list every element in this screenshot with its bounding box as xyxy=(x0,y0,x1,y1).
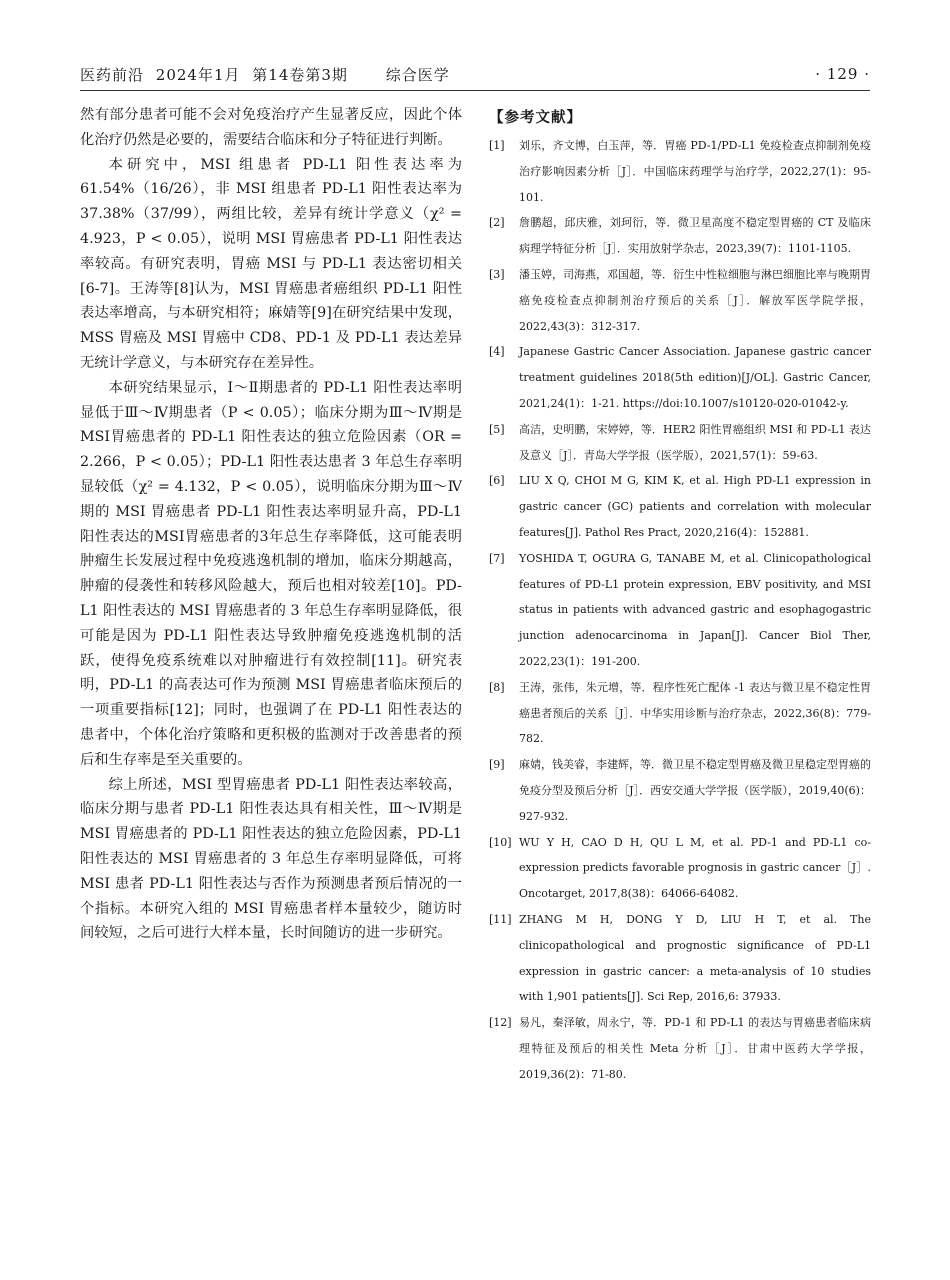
references-heading: 【参考文献】 xyxy=(489,110,582,126)
reference-number: [3] xyxy=(489,267,505,281)
reference-item xyxy=(489,339,871,416)
reference-number: [2] xyxy=(489,216,505,230)
reference-item xyxy=(489,210,871,262)
reference-number: [9] xyxy=(489,758,505,772)
running-header xyxy=(80,62,870,86)
body-paragraph: 本研究中，MSI 组患者 PD-L1 阳性表达率为 61.54%（16/26），非 MSI 组患者 PD-L1 阳性表达率为 37.38%（37/99），两组比较，差异有统计学意义（χ² = 4.923，P < 0.05），说明 MSI 胃癌患者 PD-L1 阳性表达率较高。有研究表明，胃癌 MSI 与 PD-L1 表达密切相关[6-7]。王涛等[8]认为，MSI 胃癌患者癌组织 PD-L1 阳性表达率增高，与本研究相符；麻婧等[9]在研究结果中发现，MSS 胃癌及 MSI 胃癌中 CD8、PD-1 及 PD-L1 表达差异无统计学意义，与本研究存在差异性。 xyxy=(80,156,462,371)
reference-item xyxy=(489,907,871,1010)
journal-name: 医药前沿 xyxy=(80,65,145,84)
reference-text: 高洁，史明鹏，宋婷婷，等．HER2 阳性胃癌组织 MSI 和 PD-L1 表达及意义［J］．青岛大学学报（医学版），2021,57(1)：59-63. xyxy=(519,422,871,462)
body-paragraph: 综上所述，MSI 型胃癌患者 PD-L1 阳性表达率较高，临床分期与患者 PD-L1 阳性表达具有相关性，Ⅲ～Ⅳ期是 MSI 胃癌患者的 PD-L1 阳性表达的独立危险因素，PD-L1 阳性表达的 MSI 胃癌患者的 3 年总生存率明显降低，可将 MSI 患者 PD-L1 阳性表达与否作为预测患者预后情况的一个指标。本研究入组的 MSI 胃癌患者样本量较少，随访时间较短，之后可进行大样本量，长时间随访的进一步研究。 xyxy=(80,776,462,942)
section-name: 综合医学 xyxy=(385,65,450,84)
reference-number: [8] xyxy=(489,680,505,694)
reference-text: WU Y H, CAO D H, QU L M, et al. PD-1 and PD-L1 co-expression predicts favorable prognosis in gastric cancer［J］. Oncotarget, 2017,8(38)：64066-64082. xyxy=(519,835,871,901)
reference-number: [6] xyxy=(489,474,505,488)
reference-item xyxy=(489,675,871,752)
reference-item xyxy=(489,752,871,829)
reference-number: [12] xyxy=(489,1016,512,1030)
reference-text: 潘玉婷，司海燕，邓国超，等．衍生中性粒细胞与淋巴细胞比率与晚期胃癌免疫检查点抑制剂治疗预后的关系［J］．解放军医学院学报，2022,43(3)：312-317. xyxy=(519,267,871,333)
reference-text: ZHANG M H, DONG Y D, LIU H T, et al. The clinicopathological and prognostic significance of PD-L1 expression in gastric cancer: a meta-analysis of 10 studies with 1,901 patients[J]. Sci Rep, 2016,6: 37933. xyxy=(519,912,871,1004)
reference-item xyxy=(489,133,871,210)
reference-item xyxy=(489,468,871,545)
reference-number: [10] xyxy=(489,835,512,849)
body-paragraph: 然有部分患者可能不会对免疫治疗产生显著反应，因此个体化治疗仍然是必要的，需要结合临床和分子特征进行判断。 xyxy=(80,107,462,148)
reference-text: Japanese Gastric Cancer Association. Japanese gastric cancer treatment guidelines 2018(5th edition)[J/OL]. Gastric Cancer, 2021,24(1)：1-21. https://doi:10.1007/s10120-020-01042-y. xyxy=(519,345,871,410)
reference-item xyxy=(489,546,871,675)
header-rule xyxy=(80,90,870,91)
reference-number: [7] xyxy=(489,551,505,565)
reference-number: [5] xyxy=(489,422,505,436)
reference-item xyxy=(489,417,871,469)
reference-text: 麻婧，钱美睿，李建辉，等．微卫星不稳定型胃癌及微卫星稳定型胃癌的免疫分型及预后分析［J］．西安交通大学学报（医学版），2019,40(6)：927-932. xyxy=(519,758,871,823)
reference-item xyxy=(489,262,871,339)
reference-text: 詹鹏超，邱庆雅，刘珂衍，等．微卫星高度不稳定型胃癌的 CT 及临床病理学特征分析［J］．实用放射学杂志，2023,39(7)：1101-1105. xyxy=(519,216,871,256)
body-text-column xyxy=(80,103,462,946)
reference-text: YOSHIDA T, OGURA G, TANABE M, et al. Clinicopathological features of PD-L1 protein expression, EBV positivity, and MSI status in patients with advanced gastric and esophagogastric junction adenocarcinoma in Japan[J]. Cancer Biol Ther, 2022,23(1)：191-200. xyxy=(519,551,871,668)
reference-number: [1] xyxy=(489,139,505,152)
issue-date: 2024年1月 xyxy=(155,65,241,84)
reference-item xyxy=(489,830,871,907)
reference-text: LIU X Q, CHOI M G, KIM K, et al. High PD-L1 expression in gastric cancer (GC) patients and correlation with molecular features[J]. Pathol Res Pract, 2020,216(4)：152881. xyxy=(519,474,871,539)
volume-issue: 第14卷第3期 xyxy=(252,65,348,84)
header-left xyxy=(80,64,456,85)
reference-number: [11] xyxy=(489,912,512,926)
reference-text: 刘乐，齐文博，白玉萍，等．胃癌 PD-1/PD-L1 免疫检查点抑制剂免疫治疗影响因素分析［J］．中国临床药理学与治疗学，2022,27(1)：95-101. xyxy=(519,139,871,204)
page-number: · 129 · xyxy=(815,65,870,83)
reference-number: [4] xyxy=(489,345,505,359)
reference-text: 王涛，张伟，朱元增，等．程序性死亡配体 -1 表达与微卫星不稳定性胃癌患者预后的关系［J］．中华实用诊断与治疗杂志，2022,36(8)：779-782. xyxy=(519,680,871,746)
references-column xyxy=(489,106,871,1087)
reference-text: 易凡，秦泽敏，周永宁，等．PD-1 和 PD-L1 的表达与胃癌患者临床病理特征及预后的相关性 Meta 分析［J］．甘肃中医药大学学报，2019,36(2)：71-80. xyxy=(519,1016,871,1081)
reference-item xyxy=(489,1010,871,1087)
body-paragraph: 本研究结果显示，Ⅰ～Ⅱ期患者的 PD-L1 阳性表达率明显低于Ⅲ～Ⅳ期患者（P < 0.05）；临床分期为Ⅲ～Ⅳ期是 MSI胃癌患者的 PD-L1 阳性表达的独立危险因素（OR = 2.266，P < 0.05）；PD-L1 阳性表达患者 3 年总生存率明显较低（χ² = 4.132，P < 0.05），说明临床分期为Ⅲ～Ⅳ期的 MSI 胃癌患者 PD-L1 阳性表达率明显升高，PD-L1 阳性表达的MSI胃癌患者的3年总生存率降低，这可能表明肿瘤生长发展过程中免疫逃逸机制的增加，临床分期越高，肿瘤的侵袭性和转移风险越大，预后也相对较差[10]。PD-L1 阳性表达的 MSI 胃癌患者的 3 年总生存率明显降低，很可能是因为 PD-L1 阳性表达导致肿瘤免疫逃逸机制的活跃，使得免疫系统难以对肿瘤进行有效控制[11]。研究表明，PD-L1 的高表达可作为预测 MSI 胃癌患者临床预后的一项重要指标[12]；同时，也强调了在 PD-L1 阳性表达的患者中，个体化治疗策略和更积极的监测对于改善患者的预后和生存率是至关重要的。 xyxy=(80,379,462,768)
